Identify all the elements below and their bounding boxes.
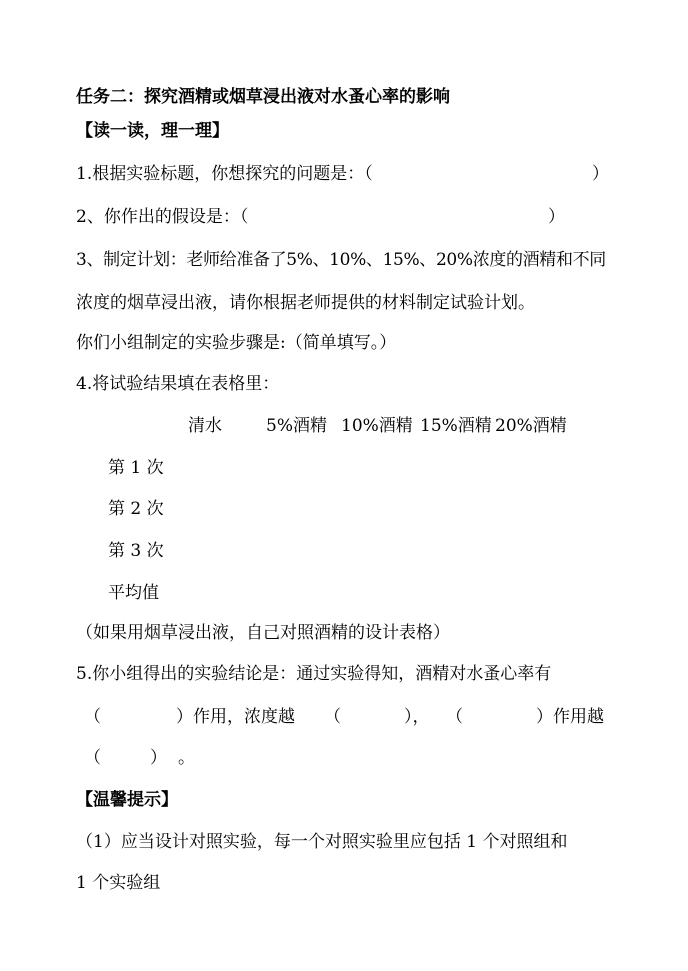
blank-open-paren: （ xyxy=(324,707,341,727)
blank-close-paren: ） xyxy=(150,748,167,768)
question-5-effect-text: ）作用，浓度越 xyxy=(176,707,295,727)
question-3-line-2: 浓度的烟草浸出液，请你根据老师提供的材料制定试验计划。 xyxy=(76,293,535,313)
question-3-line-1: 3、制定计划：老师给准备了5%、10%、15%、20%浓度的酒精和不同 xyxy=(76,250,606,270)
question-1-text: 1.根据实验标题，你想探究的问题是：（ xyxy=(76,164,373,184)
column-header: 5%酒精 xyxy=(266,416,327,436)
column-header: 10%酒精 xyxy=(341,416,413,436)
table-row-label: 第 3 次 xyxy=(108,541,164,561)
question-1 xyxy=(76,163,373,185)
task-title: 任务二：探究酒精或烟草浸出液对水蚤心率的影响 xyxy=(76,87,450,107)
question-5-period: 。 xyxy=(178,748,195,768)
question-2 xyxy=(76,206,248,228)
section-heading-tip: 【温馨提示】 xyxy=(76,790,178,810)
blank-close-paren: ）， xyxy=(404,707,430,727)
blank-open-paren: （ xyxy=(84,707,101,727)
question-5-effect-more-text: ）作用越 xyxy=(536,707,604,727)
tip-1-line-2: 1 个实验组 xyxy=(76,873,161,893)
blank-open-paren: （ xyxy=(84,748,101,768)
question-4: 4.将试验结果填在表格里： xyxy=(76,374,280,394)
blank-open-paren: （ xyxy=(446,707,463,727)
question-2-close-paren: ） xyxy=(548,207,565,227)
table-note: （如果用烟草浸出液，自己对照酒精的设计表格） xyxy=(76,623,450,643)
question-5-line-1: 5.你小组得出的实验结论是：通过实验得知，酒精对水蚤心率有 xyxy=(76,664,552,684)
tip-1-line-1: （1）应当设计对照实验，每一个对照实验里应包括 1 个对照组和 xyxy=(76,832,568,852)
table-row-label: 平均值 xyxy=(108,583,159,603)
column-header: 清水 xyxy=(188,416,222,436)
column-header: 15%酒精 xyxy=(420,416,492,436)
question-3-line-3: 你们小组制定的实验步骤是:（简单填写。） xyxy=(76,333,397,353)
question-1-close-paren: ） xyxy=(592,164,609,184)
table-row-label: 第 1 次 xyxy=(108,458,164,478)
question-2-text: 2、你作出的假设是：（ xyxy=(76,207,249,227)
section-heading-read: 【读一读，理一理】 xyxy=(76,121,229,141)
table-row-label: 第 2 次 xyxy=(108,499,164,519)
column-header: 20%酒精 xyxy=(495,416,567,436)
